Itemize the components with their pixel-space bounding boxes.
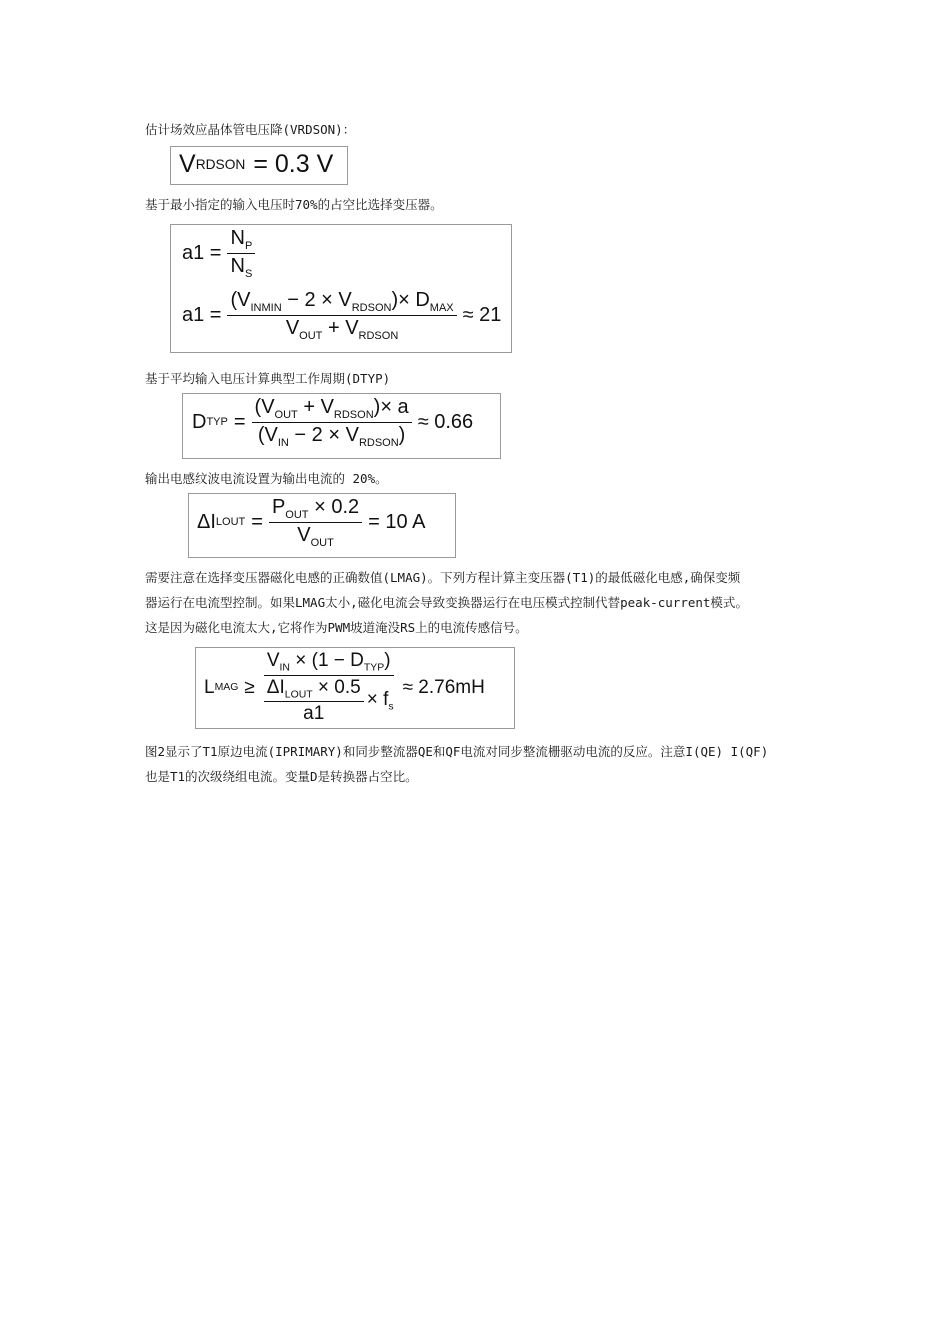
text-ripple-intro: 输出电感纹波电流设置为输出电流的 20%。 bbox=[145, 471, 388, 486]
eq3-lhs: D bbox=[192, 410, 207, 433]
eq3-fraction: $\frac{(V_{OUT} + V_{RDSON})\times a}{(V_{IN} - 2 \times V_{RDSON})}$ bbox=[252, 396, 412, 449]
text-lmag-line2: 器运行在电流型控制。如果LMAG太小,磁化电流会导致变换器运行在电压模式控制代替peak-current模式。 bbox=[145, 595, 748, 610]
equation-vrdson bbox=[170, 146, 348, 185]
eq2a-lhs: a1 = bbox=[182, 241, 222, 264]
eq4-fraction: $\frac{P_{OUT} \times 0.2}{V_{OUT}}$ bbox=[269, 496, 362, 549]
eq5-lhs: L bbox=[204, 676, 215, 698]
equation-lmag: L MAG ≥ $V_{IN} \times (1 - D_{TYP})$ $\frac{\Delta I_{LOUT} \times 0.5}{a1}$ × $f_s$ ≈ 2.76mH bbox=[195, 647, 515, 729]
eq4-rhs: = 10 A bbox=[368, 510, 426, 533]
eq3-rhs: ≈ 0.66 bbox=[417, 410, 474, 433]
text-lmag-line1: 需要注意在选择变压器磁化电感的正确数值(LMAG)。下列方程计算主变压器(T1)的最低磁化电感,确保变频 bbox=[145, 570, 741, 585]
text-figure2-line2: 也是T1的次级绕组电流。变量D是转换器占空比。 bbox=[145, 769, 418, 784]
text-dtyp-intro: 基于平均输入电压计算典型工作周期(DTYP) bbox=[145, 371, 391, 386]
text-transformer-select: 基于最小指定的输入电压时70%的占空比选择变压器。 bbox=[145, 197, 443, 212]
equation-turns-ratio bbox=[170, 224, 512, 353]
eq5-rhs: ≈ 2.76mH bbox=[402, 676, 485, 698]
eq1-lhs: V bbox=[179, 150, 196, 178]
eq2b-fraction: $\frac{(V_{INMIN} - 2 \times V_{RDSON})\times D_{MAX}}{V_{OUT} + V_{RDSON}}$ bbox=[227, 289, 456, 342]
eq2b-lhs: a1 = bbox=[182, 303, 222, 326]
equation-ripple-current: ΔI LOUT = $\frac{P_{OUT} \times 0.2}{V_{OUT}}$ = 10 A bbox=[188, 493, 456, 558]
eq2a-fraction: $\frac{N_P}{N_S}$ bbox=[227, 227, 255, 280]
eq5-inner-fraction: $\frac{\Delta I_{LOUT} \times 0.5}{a1}$ bbox=[264, 677, 364, 726]
text-lmag-line3: 这是因为磁化电流太大,它将作为PWM坡道淹没RS上的电流传感信号。 bbox=[145, 620, 528, 635]
text-vrdson-intro: 估计场效应晶体管电压降(VRDSON)： bbox=[145, 122, 356, 137]
eq1-lhs-sub: RDSON bbox=[195, 157, 246, 172]
eq5-fraction: $V_{IN} \times (1 - D_{TYP})$ $\frac{\Delta I_{LOUT} \times 0.5}{a1}$ × $f_s$ bbox=[261, 650, 397, 725]
eq2b-rhs: ≈ 21 bbox=[462, 303, 502, 326]
eq1-rhs: = 0.3 V bbox=[253, 150, 334, 178]
equation-dtyp: D TYP = $\frac{(V_{OUT} + V_{RDSON})\times a}{(V_{IN} - 2 \times V_{RDSON})}$ ≈ 0.66 bbox=[182, 393, 501, 459]
text-figure2-line1: 图2显示了T1原边电流(IPRIMARY)和同步整流器QE和QF电流对同步整流栅驱动电流的反应。注意I(QE) I(QF) bbox=[145, 744, 769, 759]
eq4-lhs: ΔI bbox=[197, 510, 216, 533]
